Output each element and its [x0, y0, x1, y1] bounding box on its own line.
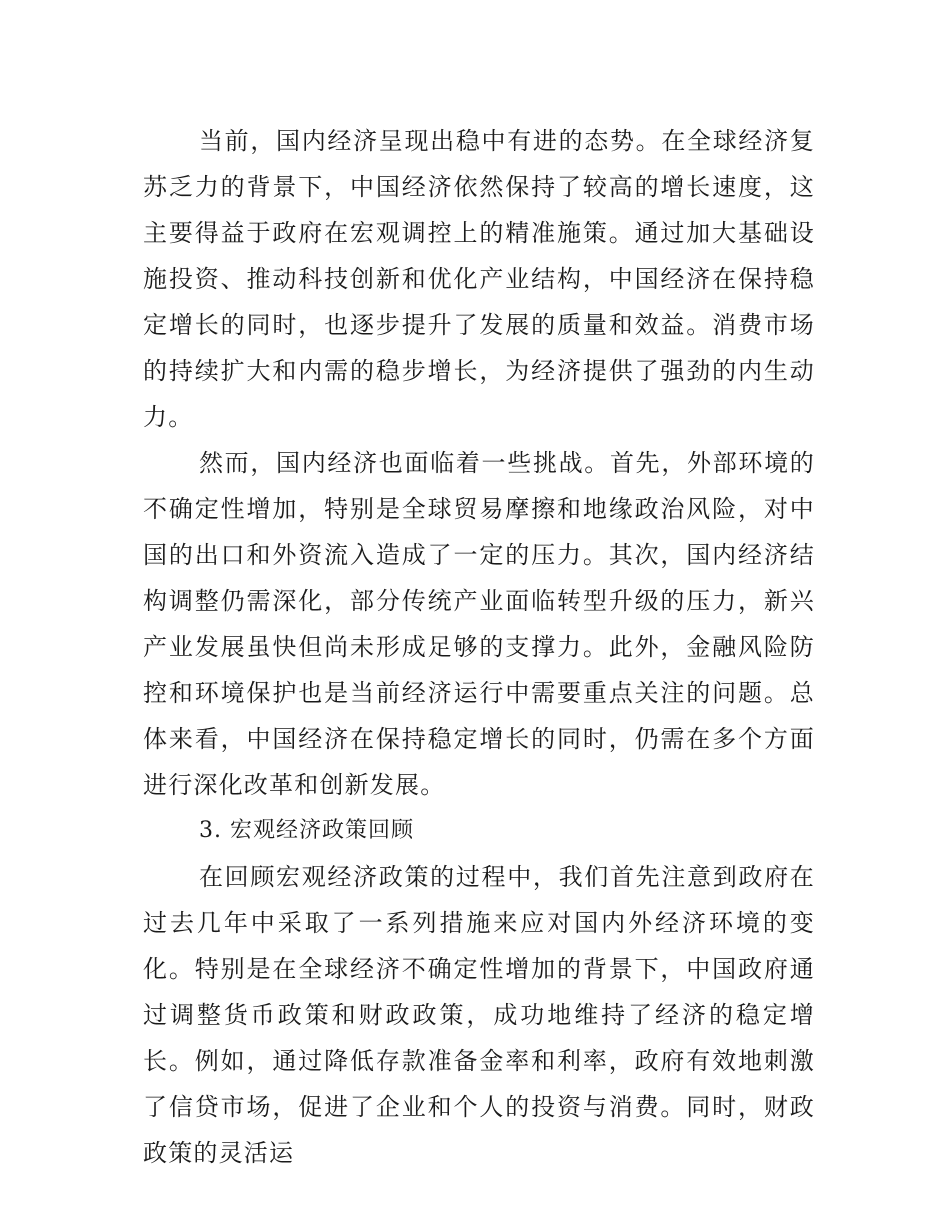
- paragraph-economic-challenges: 然而，国内经济也面临着一些挑战。首先，外部环境的不确定性增加，特别是全球贸易摩擦和地缘政治风险，对中国的出口和外资流入造成了一定的压力。其次，国内经济结构调整仍需深化，部分传统产业面临转型升级的压力，新兴产业发展虽快但尚未形成足够的支撑力。此外，金融风险防控和环境保护也是当前经济运行中需要重点关注的问题。总体来看，中国经济在保持稳定增长的同时，仍需在多个方面进行深化改革和创新发展。: [143, 449, 815, 799]
- document-page: [143, 118, 815, 1176]
- section-heading-policy-review: 3. 宏观经济政策回顾: [199, 818, 414, 843]
- paragraph-economic-trend: 当前，国内经济呈现出稳中有进的态势。在全球经济复苏乏力的背景下，中国经济依然保持了较高的增长速度，这主要得益于政府在宏观调控上的精准施策。通过加大基础设施投资、推动科技创新和优化产业结构，中国经济在保持稳定增长的同时，也逐步提升了发展的质量和效益。消费市场的持续扩大和内需的稳步增长，为经济提供了强劲的内生动力。: [143, 127, 815, 431]
- paragraph-policy-review: 在回顾宏观经济政策的过程中，我们首先注意到政府在过去几年中采取了一系列措施来应对国内外经济环境的变化。特别是在全球经济不确定性增加的背景下，中国政府通过调整货币政策和财政政策，成功地维持了经济的稳定增长。例如，通过降低存款准备金率和利率，政府有效地刺激了信贷市场，促进了企业和个人的投资与消费。同时，财政政策的灵活运: [143, 863, 815, 1167]
